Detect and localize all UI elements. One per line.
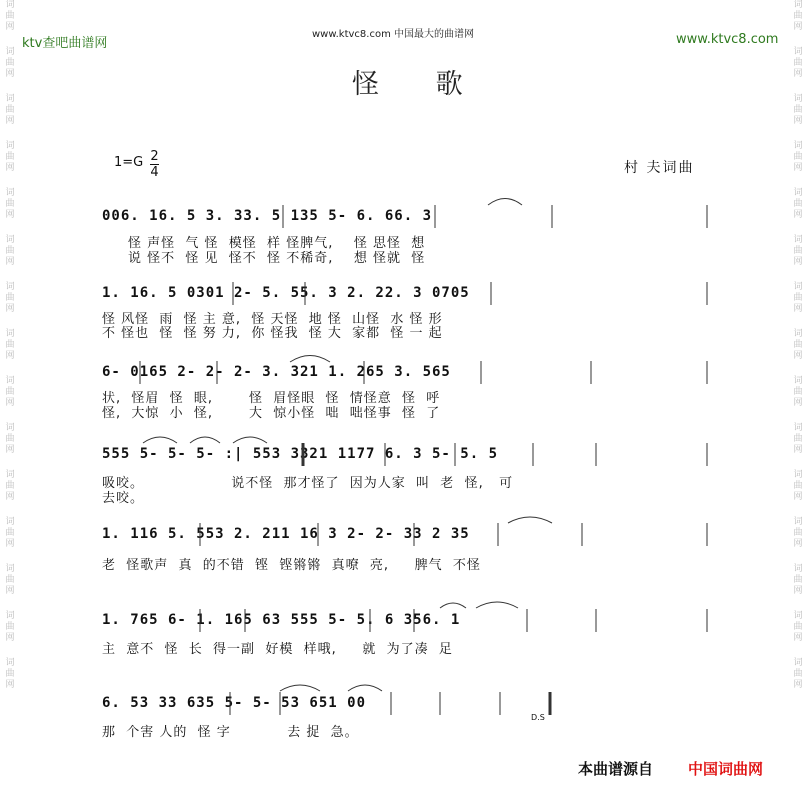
- watermark-char: 曲: [793, 669, 803, 679]
- watermark-char: 网: [5, 680, 15, 690]
- watermark-left: [3, 0, 17, 804]
- watermark-char: 曲: [5, 669, 15, 679]
- watermark-char: 词: [793, 611, 803, 621]
- watermark-block: [793, 423, 802, 456]
- watermark-char: 词: [793, 235, 803, 245]
- key-signature: 1=G: [114, 155, 144, 170]
- watermark-block: [793, 564, 802, 597]
- watermark-char: 曲: [793, 481, 803, 491]
- watermark-char: 词: [5, 470, 15, 480]
- watermark-char: 词: [5, 0, 15, 10]
- watermark-char: 词: [5, 188, 15, 198]
- watermark-block: [793, 611, 802, 644]
- slur: [476, 602, 518, 608]
- watermark-char: 网: [793, 351, 803, 361]
- lyrics-line: 怪 风怪 雨 怪 主 意, 怪 天怪 地 怪 山怪 水 怪 形: [102, 312, 443, 327]
- watermark-block: [5, 564, 14, 597]
- watermark-block: [793, 282, 802, 315]
- watermark-block: [5, 423, 14, 456]
- watermark-char: 词: [793, 47, 803, 57]
- lyrics-line: 那 个害 人的 怪 字 去 捉 急。: [102, 725, 359, 740]
- notes-line: 006. 16. 5 3. 33. 5 135 5- 6. 66. 3: [102, 208, 433, 224]
- notes-line: 1. 116 5. 553 2. 211 16 3 2- 2- 33 2 35: [102, 526, 470, 542]
- watermark-block: [793, 235, 802, 268]
- watermark-char: 曲: [793, 246, 803, 256]
- lyrics-line: 不 怪也 怪 怪 努 力, 你 怪我 怪 大 家都 怪 一 起: [102, 326, 443, 341]
- watermark-char: 网: [793, 304, 803, 314]
- watermark-char: 曲: [793, 622, 803, 632]
- slur: [348, 685, 382, 691]
- slur: [290, 356, 330, 363]
- watermark-char: 曲: [5, 340, 15, 350]
- watermark-char: 词: [793, 0, 803, 10]
- watermark-char: 词: [793, 188, 803, 198]
- slur: [280, 685, 320, 691]
- time-denominator: 4: [150, 165, 159, 180]
- notes-line: 555 5- 5- 5- :| 553 3321 1177 6. 3 5- 5. 5: [102, 446, 499, 462]
- source-label: 本曲谱源自: [578, 760, 654, 778]
- watermark-char: 曲: [5, 246, 15, 256]
- watermark-char: 曲: [793, 199, 803, 209]
- watermark-block: [5, 188, 14, 221]
- watermark-char: 网: [5, 257, 15, 267]
- watermark-char: 网: [5, 539, 15, 549]
- watermark-char: 曲: [793, 105, 803, 115]
- slur: [233, 437, 267, 443]
- watermark-char: 曲: [5, 105, 15, 115]
- lyrics-line: 状, 怪眉 怪 眼, 怪 眉怪眼 怪 情怪意 怪 呼: [102, 391, 441, 406]
- slur: [440, 603, 466, 608]
- watermark-char: 词: [793, 376, 803, 386]
- watermark-char: 网: [793, 163, 803, 173]
- watermark-char: 网: [5, 69, 15, 79]
- watermark-char: 词: [793, 517, 803, 527]
- time-signature: [150, 150, 159, 179]
- watermark-char: 曲: [793, 11, 803, 21]
- notes-line: 6- 0165 2- 2- 2- 3. 321 1. 265 3. 565: [102, 364, 451, 380]
- watermark-char: 词: [793, 470, 803, 480]
- watermark-char: 网: [5, 351, 15, 361]
- watermark-block: [5, 611, 14, 644]
- watermark-block: [5, 94, 14, 127]
- notes-line: 1. 765 6- 1. 165 63 555 5- 5. 6 356. 1: [102, 612, 461, 628]
- watermark-char: 网: [793, 539, 803, 549]
- watermark-block: [793, 470, 802, 503]
- time-numerator: 2: [150, 149, 159, 164]
- notes-line: 6. 53 33 635 5- 5- 53 651 00: [102, 695, 367, 711]
- watermark-char: 曲: [5, 152, 15, 162]
- composer-credit: 村 夫词曲: [624, 160, 695, 176]
- watermark-char: 曲: [793, 575, 803, 585]
- watermark-char: 词: [5, 517, 15, 527]
- watermark-char: 网: [5, 116, 15, 126]
- watermark-char: 网: [793, 680, 803, 690]
- watermark-char: 网: [793, 69, 803, 79]
- watermark-block: [793, 141, 802, 174]
- watermark-char: 网: [5, 210, 15, 220]
- watermark-char: 网: [5, 445, 15, 455]
- watermark-char: 网: [5, 492, 15, 502]
- watermark-right: [791, 0, 805, 804]
- notes-line: 1. 16. 5 0301 2- 5. 55. 3 2. 22. 3 0705: [102, 285, 470, 301]
- watermark-char: 曲: [5, 11, 15, 21]
- watermark-char: 词: [5, 658, 15, 668]
- song-title: 怪 歌: [352, 69, 487, 100]
- watermark-char: 网: [793, 398, 803, 408]
- watermark-char: 词: [793, 329, 803, 339]
- watermark-char: 曲: [793, 58, 803, 68]
- watermark-char: 曲: [793, 434, 803, 444]
- watermark-char: 网: [793, 257, 803, 267]
- watermark-char: 词: [5, 611, 15, 621]
- watermark-char: 词: [5, 564, 15, 574]
- lyrics-line: 吸咬。 说不怪 那才怪了 因为人家 叫 老 怪, 可: [102, 476, 514, 491]
- watermark-block: [5, 517, 14, 550]
- watermark-char: 词: [5, 235, 15, 245]
- watermark-block: [5, 329, 14, 362]
- watermark-char: 词: [5, 141, 15, 151]
- slur: [143, 437, 177, 443]
- watermark-char: 词: [5, 282, 15, 292]
- watermark-char: 词: [5, 94, 15, 104]
- watermark-char: 网: [793, 492, 803, 502]
- watermark-block: [5, 658, 14, 691]
- watermark-char: 网: [5, 22, 15, 32]
- watermark-char: 曲: [793, 293, 803, 303]
- watermark-block: [793, 188, 802, 221]
- watermark-char: 曲: [5, 528, 15, 538]
- watermark-char: 网: [793, 586, 803, 596]
- watermark-char: 网: [5, 633, 15, 643]
- watermark-char: 曲: [5, 575, 15, 585]
- watermark-char: 网: [5, 586, 15, 596]
- watermark-char: 曲: [5, 199, 15, 209]
- watermark-char: 网: [5, 304, 15, 314]
- source-site-link[interactable]: 中国词曲网: [688, 760, 764, 778]
- watermark-char: 网: [793, 633, 803, 643]
- watermark-char: 曲: [793, 152, 803, 162]
- watermark-char: 网: [5, 163, 15, 173]
- slur: [488, 199, 522, 206]
- watermark-char: 词: [793, 141, 803, 151]
- watermark-char: 网: [5, 398, 15, 408]
- watermark-char: 曲: [5, 434, 15, 444]
- watermark-block: [5, 235, 14, 268]
- watermark-char: 词: [5, 376, 15, 386]
- watermark-block: [793, 329, 802, 362]
- watermark-char: 网: [793, 210, 803, 220]
- watermark-block: [5, 141, 14, 174]
- watermark-char: 词: [793, 658, 803, 668]
- watermark-char: 曲: [793, 387, 803, 397]
- watermark-char: 网: [793, 22, 803, 32]
- watermark-char: 网: [793, 116, 803, 126]
- watermark-char: 词: [793, 564, 803, 574]
- watermark-block: [793, 47, 802, 80]
- watermark-block: [5, 47, 14, 80]
- watermark-char: 词: [5, 329, 15, 339]
- watermark-char: 曲: [5, 58, 15, 68]
- watermark-block: [793, 376, 802, 409]
- lyrics-line: 老 怪歌声 真 的不错 铿 铿锵锵 真嘹 亮, 脾气 不怪: [102, 558, 481, 573]
- watermark-block: [5, 282, 14, 315]
- watermark-char: 词: [793, 282, 803, 292]
- watermark-block: [5, 470, 14, 503]
- lyrics-line: 怪, 大惊 小 怪, 大 惊小怪 咄 咄怪事 怪 了: [102, 406, 441, 421]
- watermark-block: [793, 0, 802, 33]
- site-name-left: ktv查吧曲谱网: [22, 36, 108, 51]
- ds-mark: D.S: [531, 713, 545, 722]
- lyrics-line: 主 意不 怪 长 得一副 好模 样哦, 就 为了凑 足: [102, 642, 453, 657]
- lyrics-line: 怪 声怪 气 怪 模怪 样 怪脾气, 怪 思怪 想: [128, 236, 426, 251]
- watermark-char: 曲: [5, 293, 15, 303]
- watermark-char: 曲: [5, 622, 15, 632]
- lyrics-line: 去咬。: [102, 491, 145, 506]
- site-tagline: www.ktvc8.com 中国最大的曲谱网: [312, 29, 475, 40]
- watermark-block: [793, 517, 802, 550]
- watermark-char: 词: [5, 47, 15, 57]
- slur: [190, 437, 220, 443]
- watermark-char: 词: [5, 423, 15, 433]
- lyrics-line: 说 怪不 怪 见 怪不 怪 不稀奇, 想 怪就 怪: [128, 251, 426, 266]
- watermark-block: [5, 376, 14, 409]
- watermark-block: [793, 94, 802, 127]
- watermark-char: 曲: [793, 528, 803, 538]
- watermark-char: 词: [793, 94, 803, 104]
- watermark-char: 曲: [5, 387, 15, 397]
- watermark-char: 词: [793, 423, 803, 433]
- watermark-char: 网: [793, 445, 803, 455]
- watermark-char: 曲: [5, 481, 15, 491]
- watermark-block: [793, 658, 802, 691]
- slur: [508, 517, 552, 523]
- site-url-right: www.ktvc8.com: [676, 32, 779, 47]
- watermark-block: [5, 0, 14, 33]
- watermark-char: 曲: [793, 340, 803, 350]
